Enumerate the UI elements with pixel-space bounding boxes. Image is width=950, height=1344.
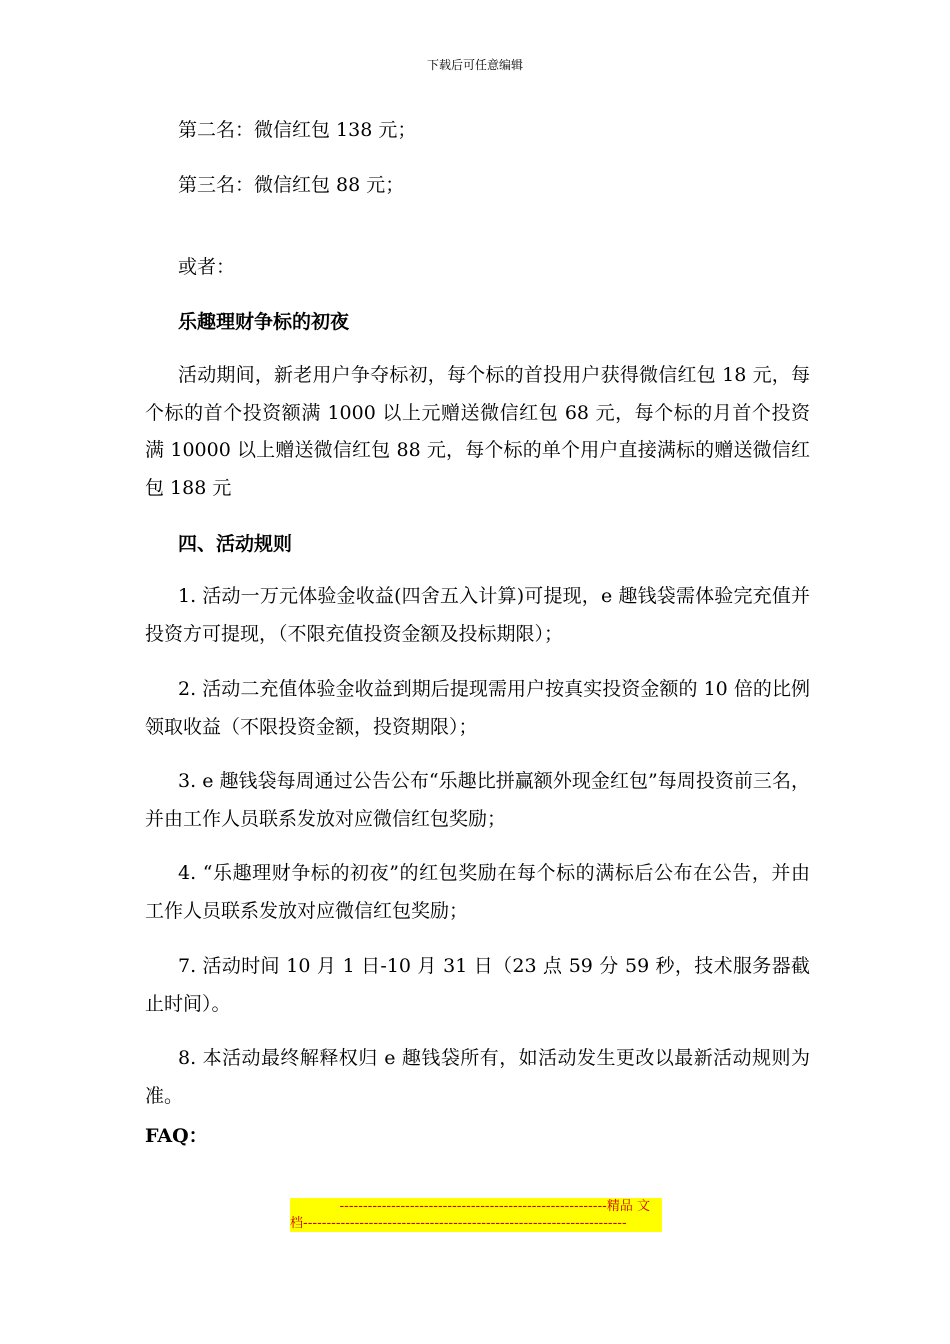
rule-item-2: 2. 活动二充值体验金收益到期后提现需用户按真实投资金额的 10 倍的比例领取收益（不限投资金额，投资期限）； [145,678,810,738]
section-heading-rules: 四、活动规则 [178,533,293,555]
rule-item-8: 8. 本活动最终解释权归 e 趣钱袋所有，如活动发生更改以最新活动规则为准。 [145,1047,810,1107]
alternative-label: 或者： [178,256,236,278]
rule-item-1: 1. 活动一万元体验金收益(四舍五入计算)可提现，e 趣钱袋需体验完充值并投资方可提现，（不限充值投资金额及投标期限）； [145,585,810,645]
prize-second: 第二名：微信红包 138 元； [178,119,417,141]
competition-description: 活动期间，新老用户争夺标初，每个标的首投用户获得微信红包 18 元，每个标的首个投资额满 1000 以上元赠送微信红包 68 元，每个标的月首个投资满 10000 以上赠送微信红包 88 元，每个标的单个用户直接满标的赠送微信红包 188 元 [145,364,810,499]
rule-item-3: 3. e 趣钱袋每周通过公告公布“乐趣比拼赢额外现金红包”每周投资前三名，并由工作人员联系发放对应微信红包奖励； [145,770,810,830]
rule-item-4: 4. “乐趣理财争标的初夜”的红包奖励在每个标的满标后公布在公告，并由工作人员联系发放对应微信红包奖励； [145,862,810,922]
rule-item-7: 7. 活动时间 10 月 1 日-10 月 31 日（23 点 59 分 59 秒，技术服务器截止时间）。 [145,955,810,1015]
section-title-competition: 乐趣理财争标的初夜 [178,311,350,333]
faq-heading: FAQ： [145,1125,208,1147]
footer-line-2: 档--------------------------------------------------------------------- [290,1215,662,1232]
prize-third: 第三名：微信红包 88 元； [178,174,405,196]
footer-line-1: ---------------------------------------------------------精品 文 [290,1198,662,1215]
page-header-note: 下载后可任意编辑 [426,58,523,72]
footer-watermark [290,1198,662,1232]
